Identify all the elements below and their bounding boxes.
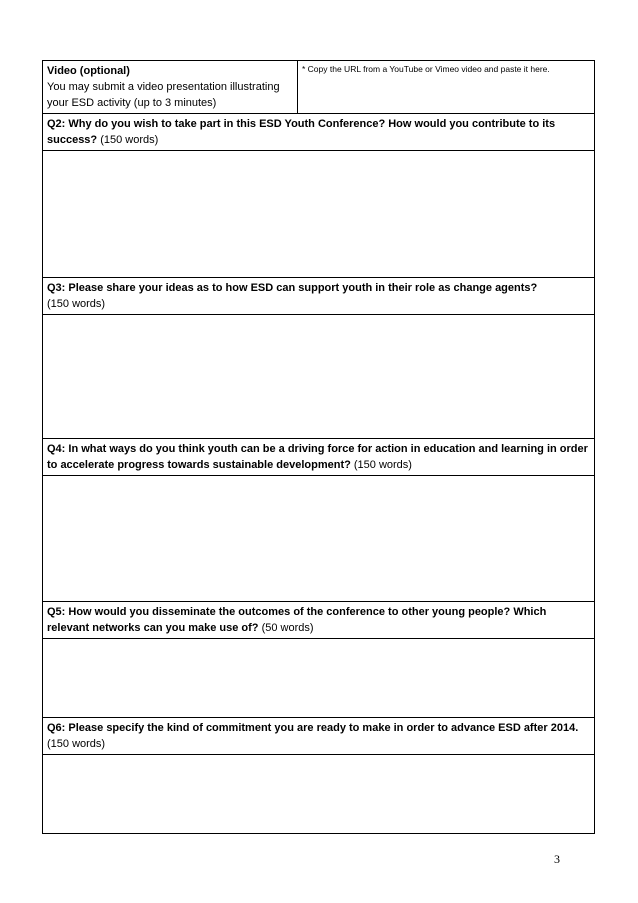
word-limit-q6: (150 words) — [47, 738, 106, 750]
word-limit-q2: (150 words) — [97, 134, 159, 146]
answer-field-q6[interactable] — [43, 755, 595, 834]
question-cell-q5 — [43, 602, 595, 639]
question-text-q2: Q2: Why do you wish to take part in this ESD Youth Conference? How would you contribute to its success? — [47, 118, 556, 146]
question-row-q4 — [43, 439, 595, 476]
video-title: Video (optional) — [47, 65, 130, 77]
answer-field-q3[interactable] — [43, 315, 595, 439]
word-limit-q4: (150 words) — [350, 459, 412, 471]
application-form-table — [42, 60, 595, 834]
question-row-q5 — [43, 602, 595, 639]
question-cell-q6 — [43, 718, 595, 755]
answer-row-q2 — [43, 151, 595, 278]
answer-row-q4 — [43, 476, 595, 602]
video-row — [43, 61, 595, 114]
word-limit-q3: (150 words) — [47, 298, 106, 310]
answer-field-q5[interactable] — [43, 639, 595, 718]
video-url-field[interactable] — [298, 61, 595, 114]
video-url-instruction: * Copy the URL from a YouTube or Vimeo video and paste it here. — [302, 64, 550, 74]
answer-field-q4[interactable] — [43, 476, 595, 602]
video-description: You may submit a video presentation illustrating your ESD activity (up to 3 minutes) — [47, 81, 280, 109]
video-label-cell — [43, 61, 298, 114]
question-text-q6: Q6: Please specify the kind of commitment you are ready to make in order to advance ESD after 2014. — [47, 722, 579, 734]
answer-field-q2[interactable] — [43, 151, 595, 278]
question-text-q4: Q4: In what ways do you think youth can be a driving force for action in education and learning in order to accelerate progress towards sustainable development? — [47, 443, 588, 471]
question-cell-q4 — [43, 439, 595, 476]
page-number: 3 — [554, 852, 560, 866]
question-text-q3: Q3: Please share your ideas as to how ESD can support youth in their role as change agents? — [47, 282, 538, 294]
question-row-q2 — [43, 114, 595, 151]
question-cell-q2 — [43, 114, 595, 151]
answer-row-q5 — [43, 639, 595, 718]
question-text-q5: Q5: How would you disseminate the outcomes of the conference to other young people? Which relevant networks can you make use of? — [47, 606, 547, 634]
question-cell-q3 — [43, 278, 595, 315]
answer-row-q3 — [43, 315, 595, 439]
word-limit-q5: (50 words) — [258, 622, 314, 634]
question-row-q3 — [43, 278, 595, 315]
question-row-q6 — [43, 718, 595, 755]
answer-row-q6 — [43, 755, 595, 834]
